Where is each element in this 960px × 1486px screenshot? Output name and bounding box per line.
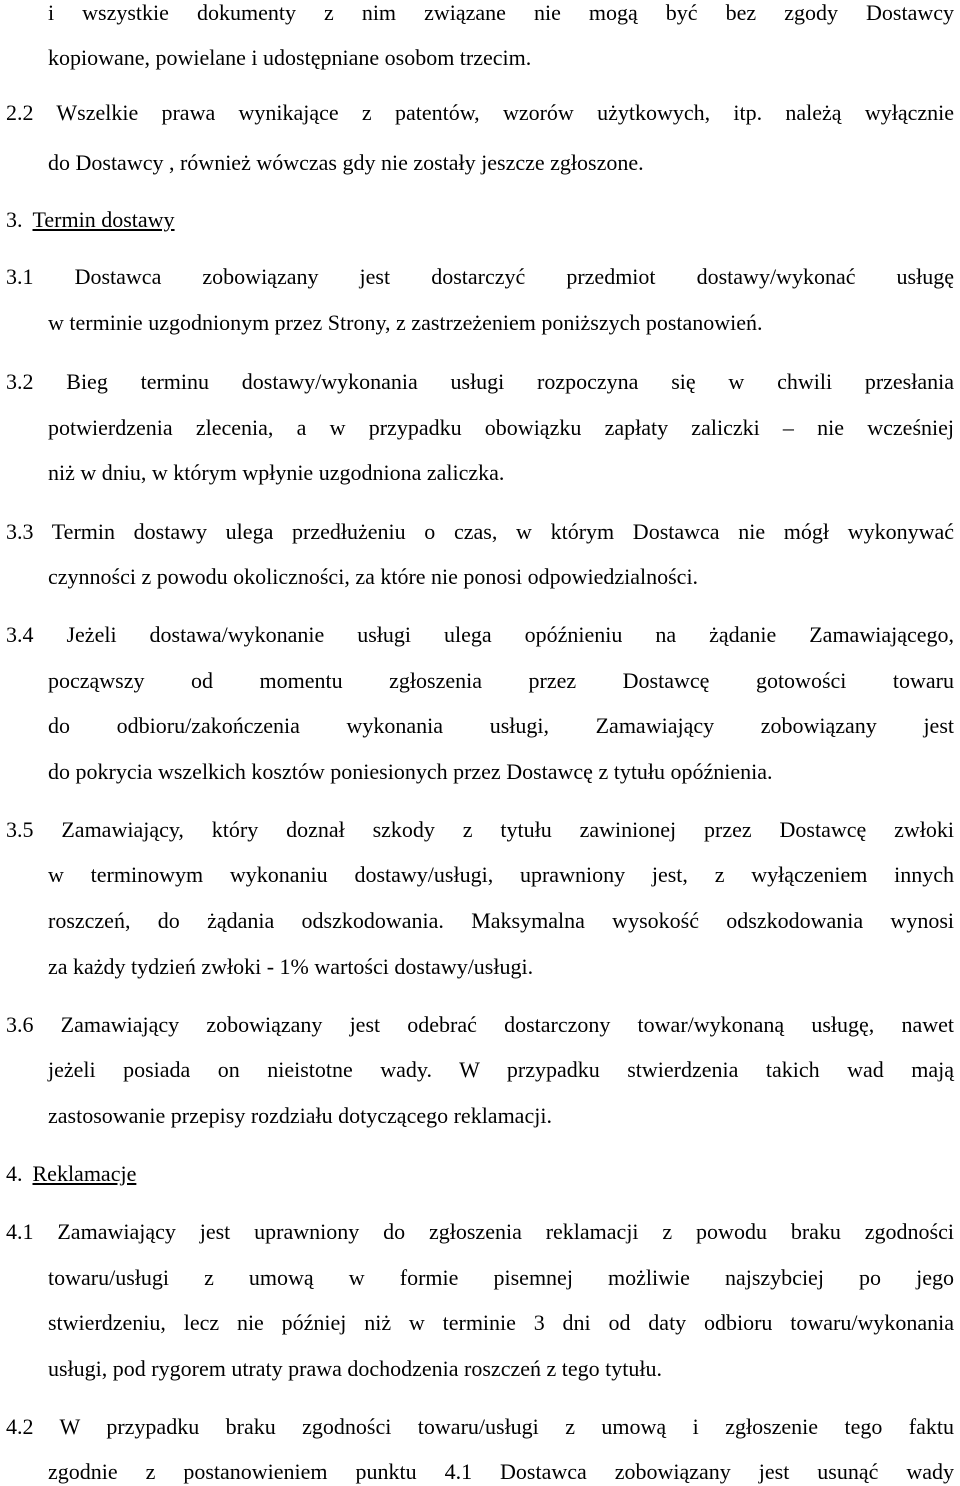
- section-title: Termin dostawy: [32, 207, 175, 232]
- paragraph-4-1-line: 4.1 Zamawiający jest uprawniony do zgłoszenia reklamacji z powodu braku zgodności: [6, 1219, 954, 1244]
- paragraph-2-2-line: 2.2 Wszelkie prawa wynikające z patentów, wzorów użytkowych, itp. należą wyłącznie: [6, 100, 954, 125]
- paragraph-3-5-line: za każdy tydzień zwłoki - 1% wartości dostawy/usługi.: [48, 954, 534, 979]
- paragraph-3-4-line: 3.4 Jeżeli dostawa/wykonanie usługi ulega opóźnieniu na żądanie Zamawiającego,: [6, 622, 954, 647]
- paragraph-3-4-line: do pokrycia wszelkich kosztów poniesionych przez Dostawcę z tytułu opóźnienia.: [48, 759, 773, 784]
- paragraph-3-5-line: roszczeń, do żądania odszkodowania. Maksymalna wysokość odszkodowania wynosi: [48, 908, 954, 933]
- paragraph-3-6-line: jeżeli posiada on nieistotne wady. W przypadku stwierdzenia takich wad mają: [48, 1057, 954, 1082]
- paragraph-3-4-line: począwszy od momentu zgłoszenia przez Dostawcę gotowości towaru: [48, 668, 954, 693]
- paragraph-3-3-line: 3.3 Termin dostawy ulega przedłużeniu o czas, w którym Dostawca nie mógł wykonywać: [6, 519, 954, 544]
- section-heading-3: [6, 207, 175, 233]
- section-number: 3.: [6, 207, 23, 232]
- paragraph-3-6-line: 3.6 Zamawiający zobowiązany jest odebrać dostarczony towar/wykonaną usługę, nawet: [6, 1012, 954, 1037]
- paragraph-4-2-line: 4.2 W przypadku braku zgodności towaru/usługi z umową i zgłoszenie tego faktu: [6, 1414, 954, 1439]
- paragraph-3-5-line: w terminowym wykonaniu dostawy/usługi, uprawniony jest, z wyłączeniem innych: [48, 862, 954, 887]
- paragraph-3-4-line: do odbioru/zakończenia wykonania usługi, Zamawiający zobowiązany jest: [48, 713, 954, 738]
- paragraph-3-5-line: 3.5 Zamawiający, który doznał szkody z tytułu zawinionej przez Dostawcę zwłoki: [6, 817, 954, 842]
- section-number: 4.: [6, 1161, 23, 1186]
- paragraph-3-6-line: zastosowanie przepisy rozdziału dotyczącego reklamacji.: [48, 1103, 552, 1128]
- paragraph-line: kopiowane, powielane i udostępniane osobom trzecim.: [48, 45, 532, 70]
- section-heading-4: [6, 1161, 136, 1187]
- paragraph-4-1-line: towaru/usługi z umową w formie pisemnej możliwie najszybciej po jego: [48, 1265, 954, 1290]
- paragraph-2-2-line: do Dostawcy , również wówczas gdy nie zostały jeszcze zgłoszone.: [48, 150, 644, 175]
- paragraph-3-2-line: potwierdzenia zlecenia, a w przypadku obowiązku zapłaty zaliczki – nie wcześniej: [48, 415, 954, 440]
- paragraph-3-3-line: czynności z powodu okoliczności, za które nie ponosi odpowiedzialności.: [48, 564, 699, 589]
- paragraph-3-2-line: 3.2 Bieg terminu dostawy/wykonania usługi rozpoczyna się w chwili przesłania: [6, 369, 954, 394]
- paragraph-4-2-line: zgodnie z postanowieniem punktu 4.1 Dostawca zobowiązany jest usunąć wady: [48, 1459, 954, 1484]
- paragraph-4-1-line: usługi, pod rygorem utraty prawa dochodzenia roszczeń z tego tytułu.: [48, 1356, 662, 1381]
- paragraph-3-1-line: 3.1 Dostawca zobowiązany jest dostarczyć przedmiot dostawy/wykonać usługę: [6, 264, 954, 289]
- paragraph-3-1-line: w terminie uzgodnionym przez Strony, z zastrzeżeniem poniższych postanowień.: [48, 310, 763, 335]
- paragraph-3-2-line: niż w dniu, w którym wpłynie uzgodniona zaliczka.: [48, 460, 505, 485]
- paragraph-line: i wszystkie dokumenty z nim związane nie mogą być bez zgody Dostawcy: [48, 0, 954, 25]
- paragraph-4-1-line: stwierdzeniu, lecz nie później niż w terminie 3 dni od daty odbioru towaru/wykonania: [48, 1310, 954, 1335]
- section-title: Reklamacje: [32, 1161, 137, 1186]
